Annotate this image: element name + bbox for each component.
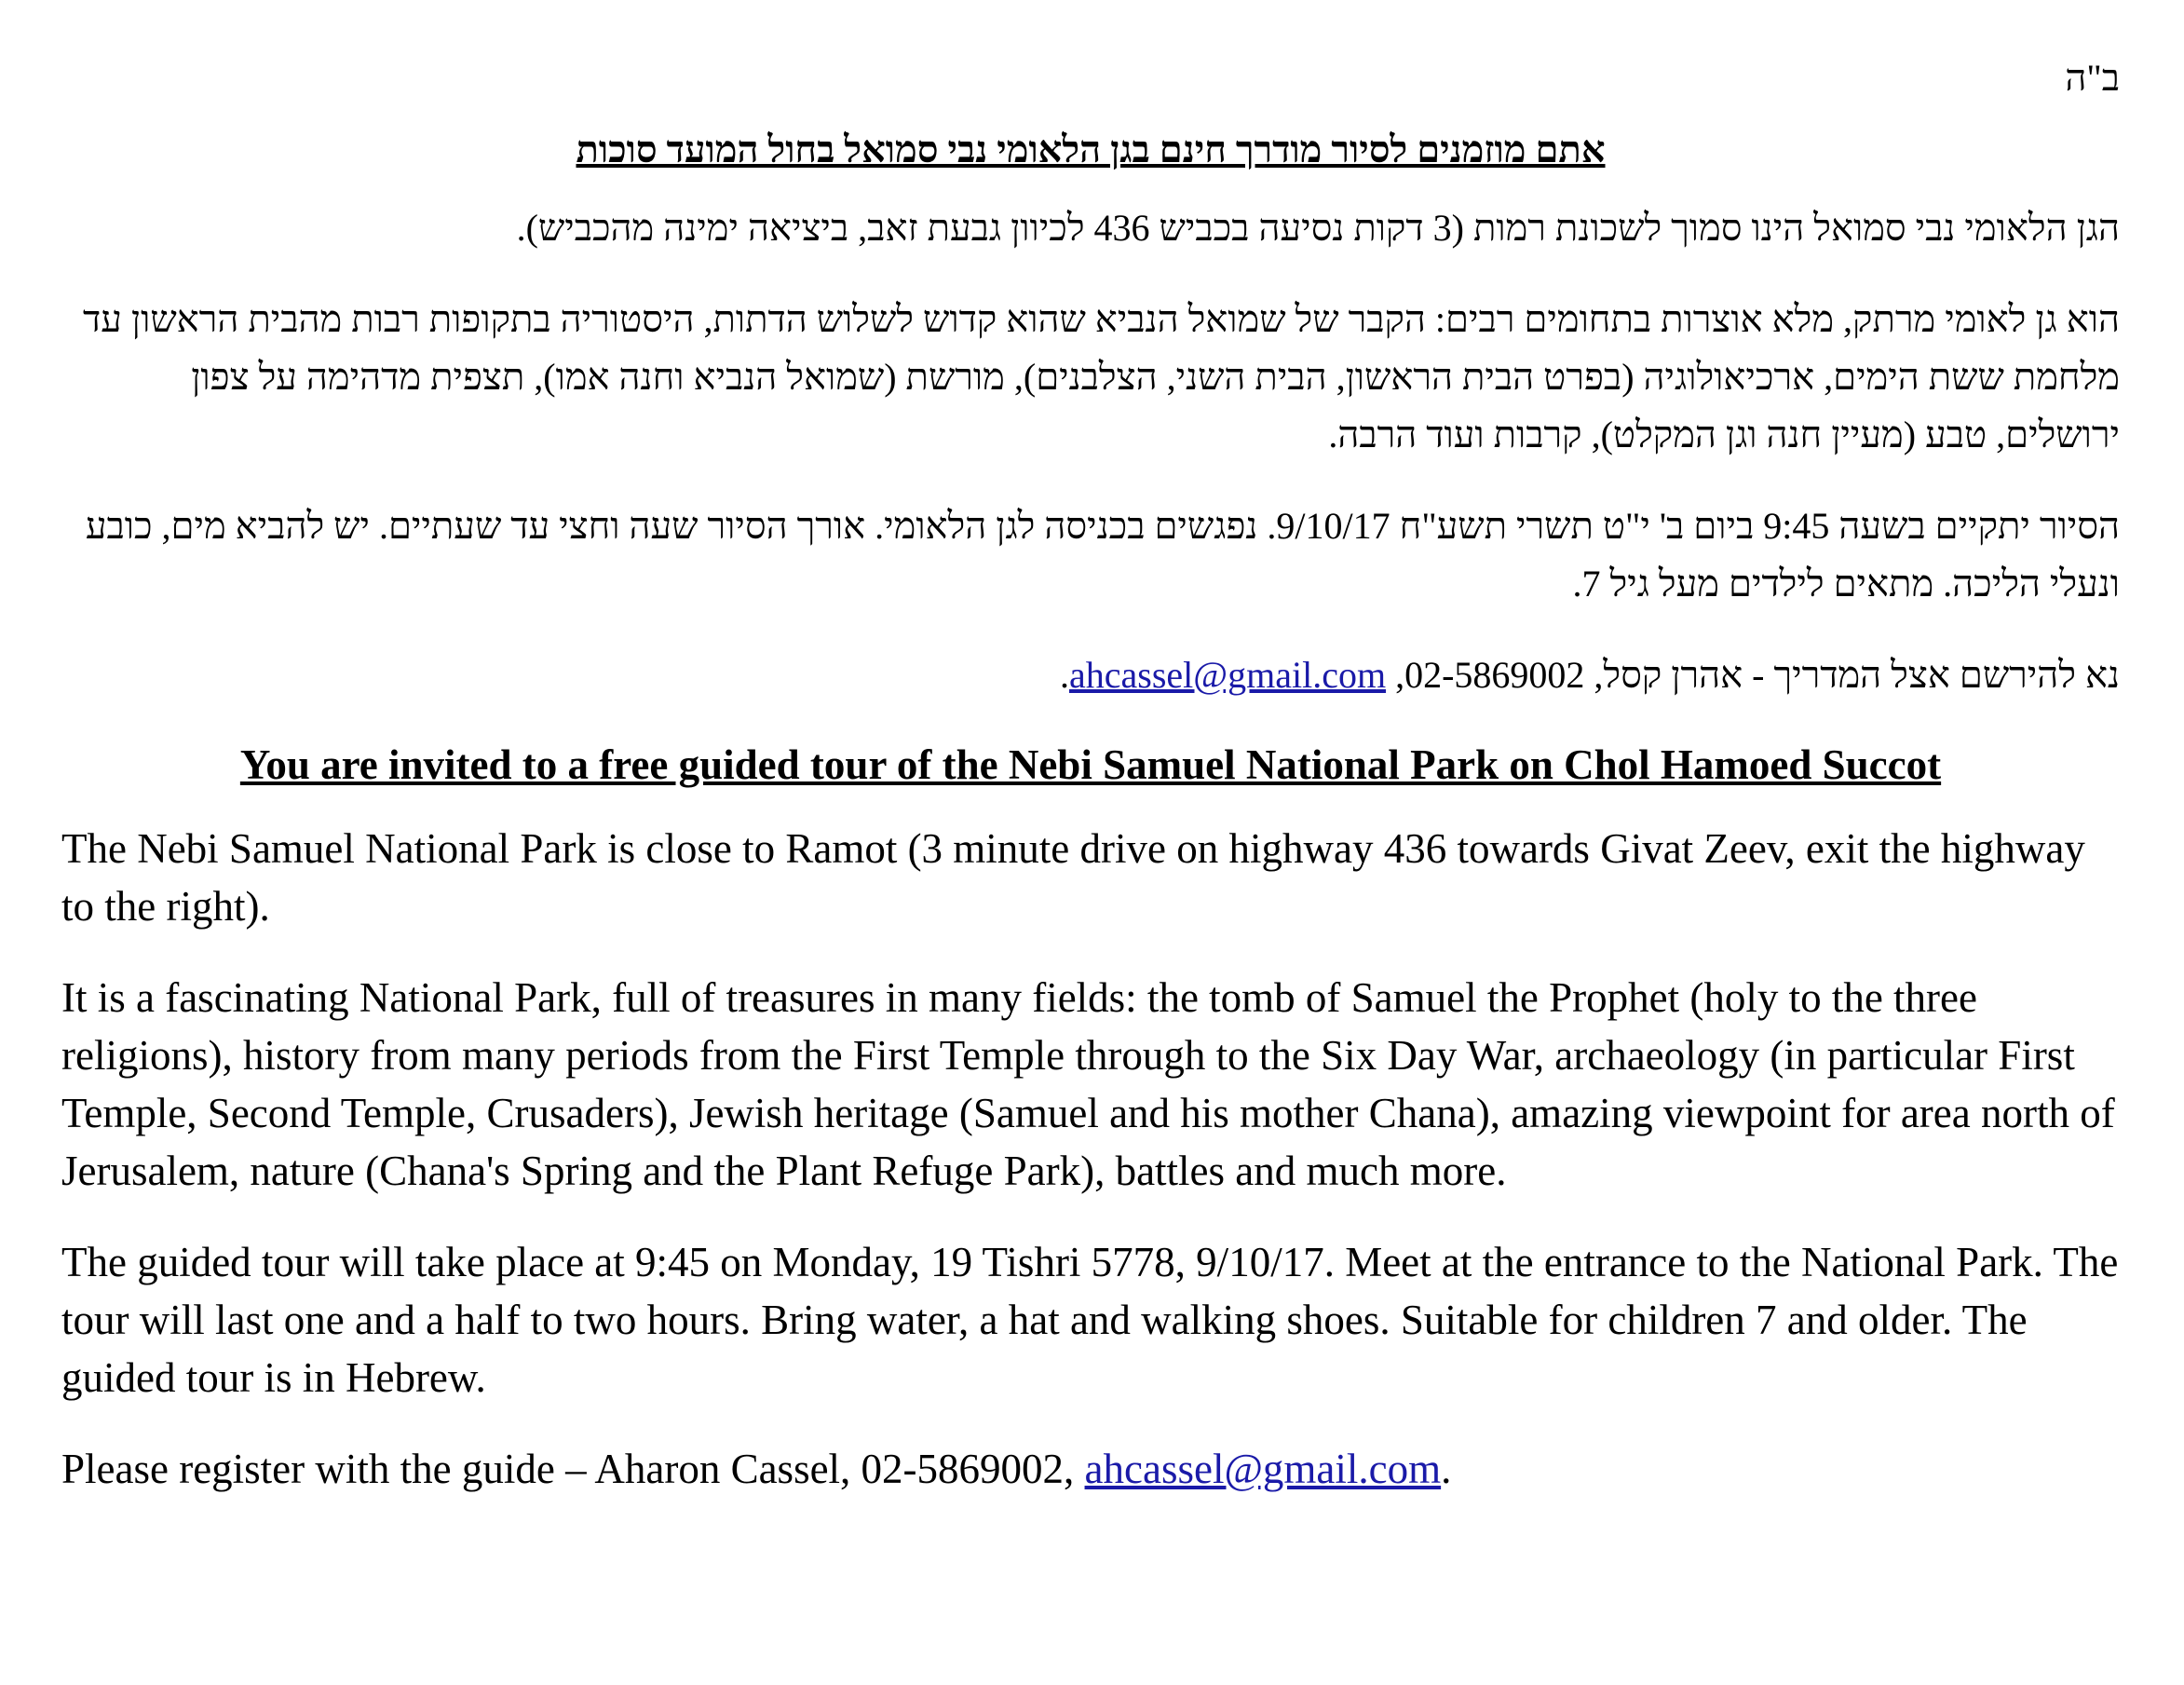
hebrew-title: אתם מוזמנים לסיור מודרך חינם בגן הלאומי נבי סמואל בחול המועד סוכות xyxy=(576,129,1606,170)
hebrew-registration-end: . xyxy=(1060,654,1069,696)
hebrew-email-link[interactable]: ahcassel@gmail.com xyxy=(1069,654,1387,696)
hebrew-paragraph-description: הוא גן לאומי מרתק, מלא אוצרות בתחומים רבים: הקבר של שמואל הנביא שהוא קדוש לשלוש הדתות, היסטוריה בתקופות רבות מהבית הראשון עד מלחמת ששת הימים, ארכיאולוגיה (בפרט הבית הראשון, הבית השני, הצלבנים), מורשת (שמואל הנביא וחנה אמו), תצפית מדהימה על צפון ירושלים, טבע (מעיין חנה וגן המקלט), קרבות ועוד הרבה. xyxy=(83,298,2120,455)
hebrew-registration-text: נא להירשם אצל המדריך - אהרן קסל, 02-5869002, xyxy=(1386,654,2120,696)
english-paragraph-description: It is a fascinating National Park, full of treasures in many fields: the tomb of Samuel the Prophet (holy to the three religions), history from many periods from the First Temple through to the Six Day War, archaeology (in particular First Temple, Second Temple, Crusaders), Jewish heritage (Samuel and his mother Chana), amazing viewpoint for area north of Jerusalem, nature (Chana's Spring and the Plant Refuge Park), battles and much more. xyxy=(61,974,2115,1194)
bh-header: ב"ה xyxy=(2065,57,2120,99)
hebrew-paragraph-location: הגן הלאומי נבי סמואל הינו סמוך לשכונת רמות (3 דקות נסיעה בכביש 436 לכיוון גבעת זאב, ביציאה ימינה מהכביש). xyxy=(516,207,2120,249)
english-registration-text: Please register with the guide – Aharon Cassel, 02-5869002, xyxy=(61,1446,1085,1492)
english-paragraph-schedule: The guided tour will take place at 9:45 on Monday, 19 Tishri 5778, 9/10/17. Meet at the entrance to the National Park. The tour will last one and a half to two hours. Bring water, a hat and walking shoes. Suitable for children 7 and older. The guided tour is in Hebrew. xyxy=(61,1239,2119,1401)
document-page xyxy=(61,56,2120,1531)
hebrew-paragraph-schedule: הסיור יתקיים בשעה 9:45 ביום ב' י"ט תשרי תשע"ח 9/10/17. נפגשים בכניסה לגן הלאומי. אורך הסיור שעה וחצי עד שעתיים. יש להביא מים, כובע ונעלי הליכה. מתאים לילדים מעל גיל 7. xyxy=(85,505,2120,605)
english-paragraph-location: The Nebi Samuel National Park is close to Ramot (3 minute drive on highway 436 towards Givat Zeev, exit the highway to the right). xyxy=(61,825,2085,930)
hebrew-registration xyxy=(61,646,2120,704)
english-registration-end: . xyxy=(1441,1446,1452,1492)
english-registration xyxy=(61,1440,2120,1498)
english-email-link[interactable]: ahcassel@gmail.com xyxy=(1084,1446,1442,1492)
english-title: You are invited to a free guided tour of the Nebi Samuel National Park on Chol Hamoed Succot xyxy=(239,741,1942,788)
